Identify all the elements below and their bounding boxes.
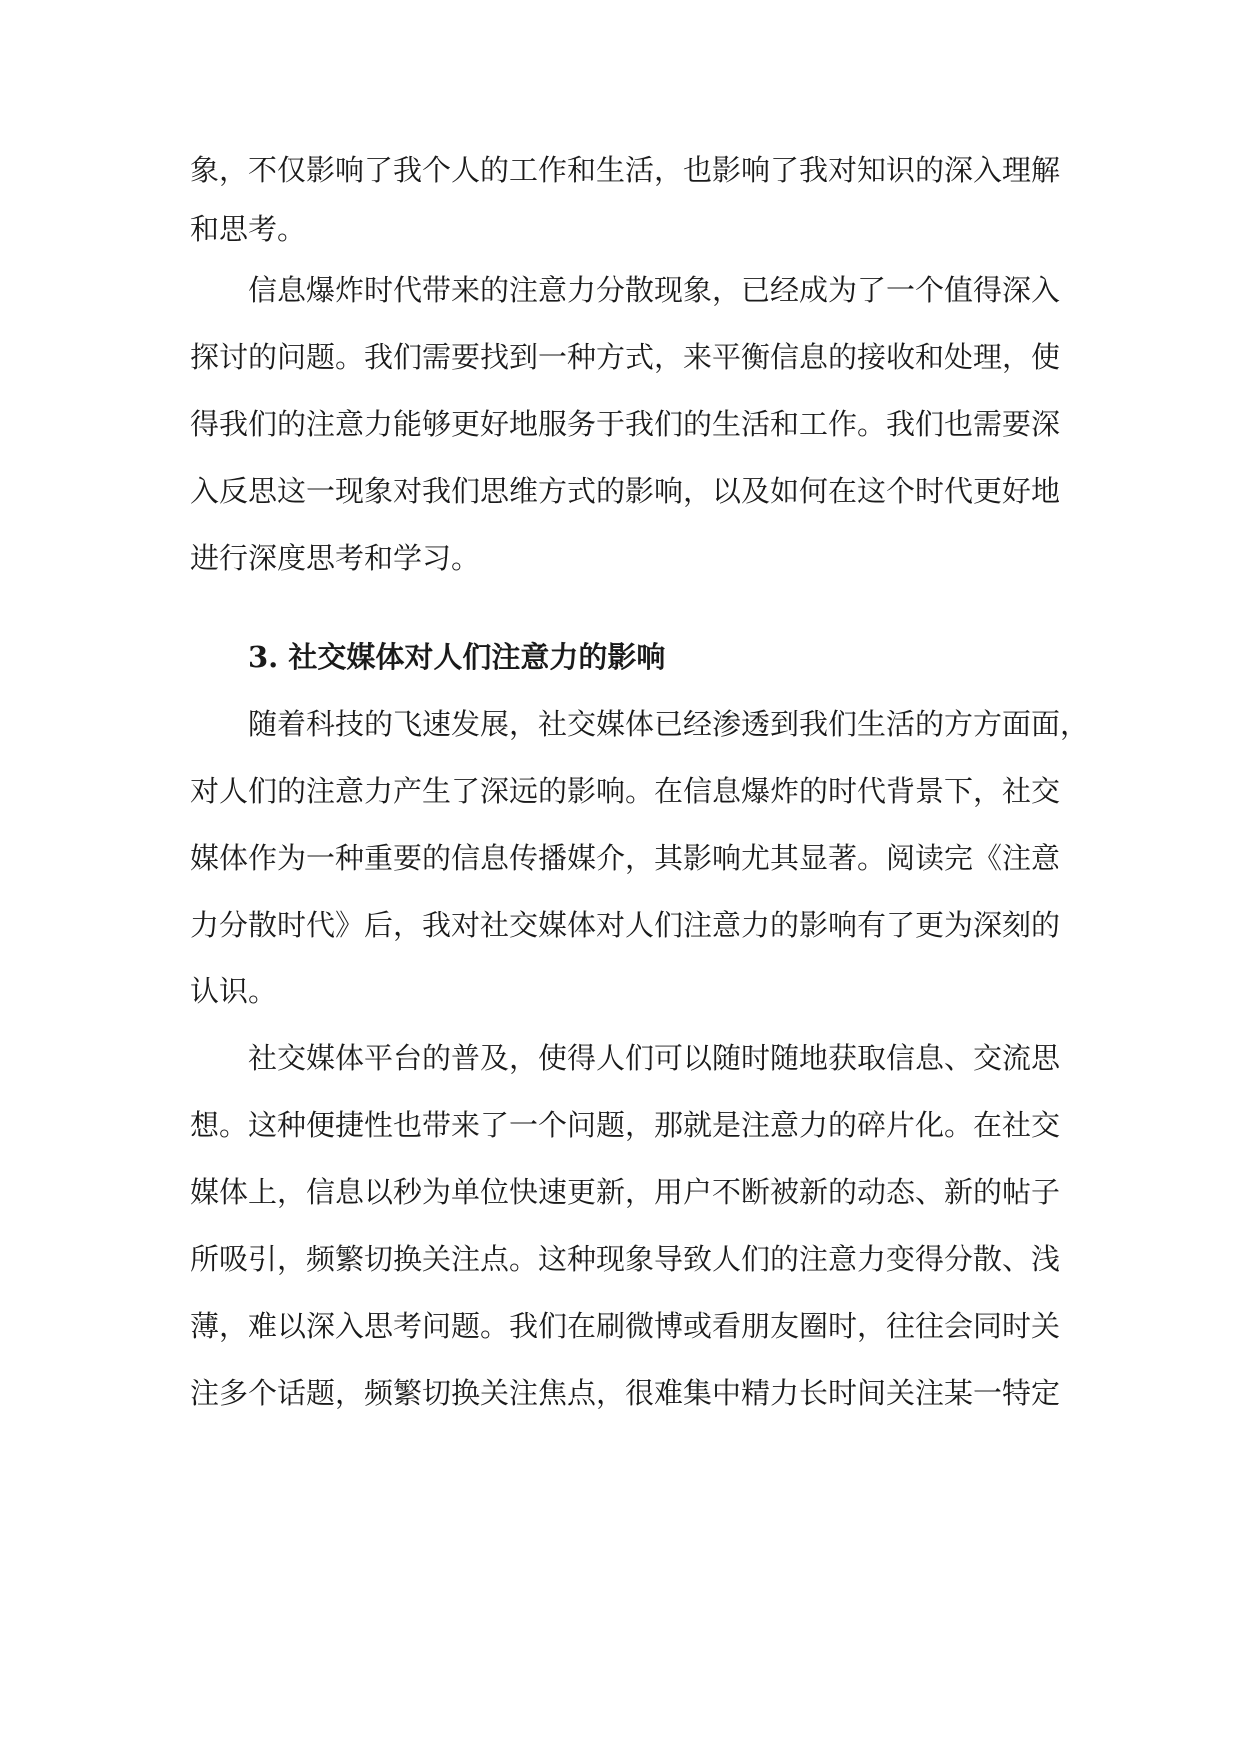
paragraph-2-line-4: 入反思这一现象对我们思维方式的影响，以及如何在这个时代更好地 [190, 474, 1061, 508]
paragraph-4-line-1: 社交媒体平台的普及，使得人们可以随时随地获取信息、交流思 [248, 1041, 1061, 1075]
paragraph-3-line-4: 力分散时代》后，我对社交媒体对人们注意力的影响有了更为深刻的 [190, 908, 1061, 942]
paragraph-1-line-2: 和思考。 [190, 212, 307, 246]
paragraph-2-line-5: 进行深度思考和学习。 [190, 541, 481, 575]
paragraph-4-line-2: 想。这种便捷性也带来了一个问题，那就是注意力的碎片化。在社交 [190, 1108, 1061, 1142]
section-heading: 3. 社交媒体对人们注意力的影响 [248, 640, 666, 674]
paragraph-4-line-3: 媒体上，信息以秒为单位快速更新，用户不断被新的动态、新的帖子 [190, 1175, 1061, 1209]
paragraph-2-line-2: 探讨的问题。我们需要找到一种方式，来平衡信息的接收和处理，使 [190, 340, 1061, 374]
paragraph-3-line-2: 对人们的注意力产生了深远的影响。在信息爆炸的时代背景下，社交 [190, 774, 1061, 808]
paragraph-3-line-3: 媒体作为一种重要的信息传播媒介，其影响尤其显著。阅读完《注意 [190, 841, 1061, 875]
paragraph-4-line-5: 薄，难以深入思考问题。我们在刷微博或看朋友圈时，往往会同时关 [190, 1309, 1061, 1343]
paragraph-2-line-3: 得我们的注意力能够更好地服务于我们的生活和工作。我们也需要深 [190, 407, 1061, 441]
paragraph-2-line-1: 信息爆炸时代带来的注意力分散现象，已经成为了一个值得深入 [248, 273, 1061, 307]
paragraph-3-line-5: 认识。 [190, 974, 278, 1008]
paragraph-3-line-1: 随着科技的飞速发展，社交媒体已经渗透到我们生活的方方面面， [248, 707, 1090, 741]
paragraph-4-line-4: 所吸引，频繁切换关注点。这种现象导致人们的注意力变得分散、浅 [190, 1242, 1061, 1276]
paragraph-4-line-6: 注多个话题，频繁切换关注焦点，很难集中精力长时间关注某一特定 [190, 1376, 1061, 1410]
paragraph-1-line-1: 象，不仅影响了我个人的工作和生活，也影响了我对知识的深入理解 [190, 153, 1061, 187]
